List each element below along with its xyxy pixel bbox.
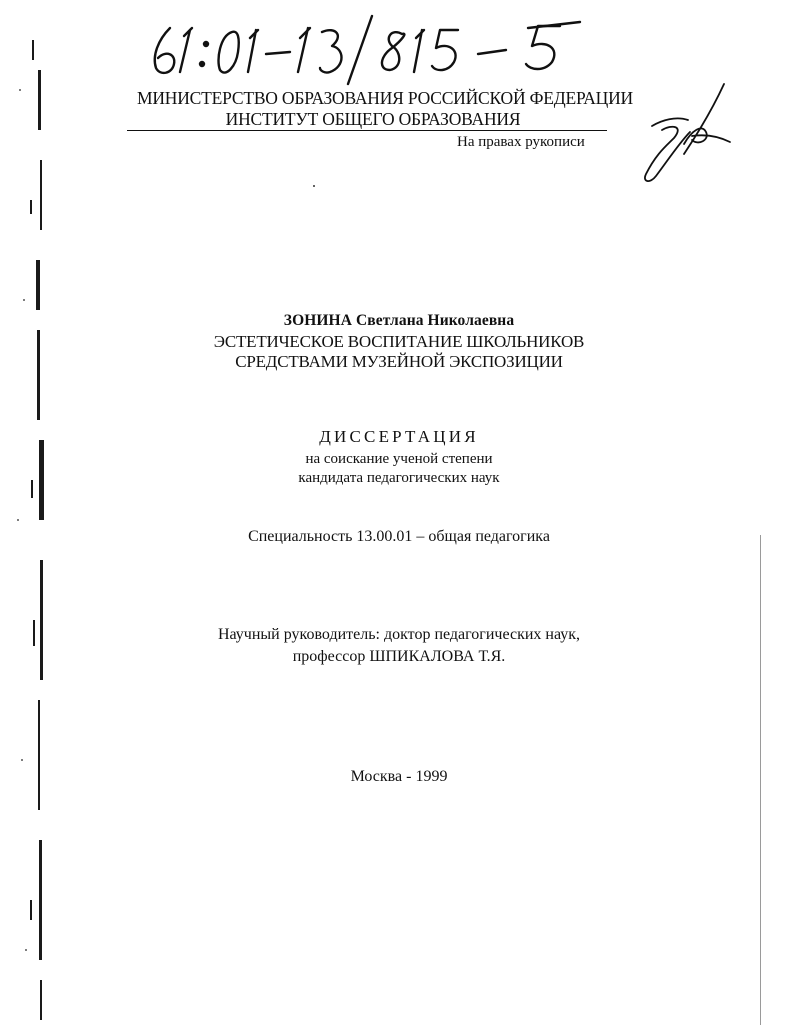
title-line-1: ЭСТЕТИЧЕСКОЕ ВОСПИТАНИЕ ШКОЛЬНИКОВ — [213, 332, 585, 351]
author-name: ЗОНИНА Светлана Николаевна — [283, 312, 515, 329]
title-line-2: СРЕДСТВАМИ МУЗЕЙНОЙ ЭКСПОЗИЦИИ — [235, 352, 563, 371]
handwritten-catalog-number-icon — [140, 10, 600, 90]
scan-edge-shadow — [0, 0, 60, 1028]
specialty: Специальность 13.00.01 – общая педагогика — [248, 528, 550, 545]
scan-speck — [313, 185, 315, 187]
manuscript-note: На правах рукописи — [457, 134, 585, 150]
ministry-heading: МИНИСТЕРСТВО ОБРАЗОВАНИЯ РОССИЙСКОЙ ФЕДЕРАЦИИ — [136, 88, 633, 108]
scan-edge-line — [760, 535, 761, 1025]
work-type: ДИССЕРТАЦИЯ — [319, 427, 479, 446]
header-rule — [127, 130, 607, 131]
supervisor-line-2: профессор ШПИКАЛОВА Т.Я. — [292, 648, 506, 665]
degree-line-2: кандидата педагогических наук — [298, 470, 500, 486]
supervisor-line-1: Научный руководитель: доктор педагогических наук, — [217, 626, 581, 643]
degree-line-1: на соискание ученой степени — [305, 451, 493, 467]
city-year: Москва - 1999 — [350, 768, 448, 785]
institute-heading: ИНСТИТУТ ОБЩЕГО ОБРАЗОВАНИЯ — [225, 109, 521, 129]
